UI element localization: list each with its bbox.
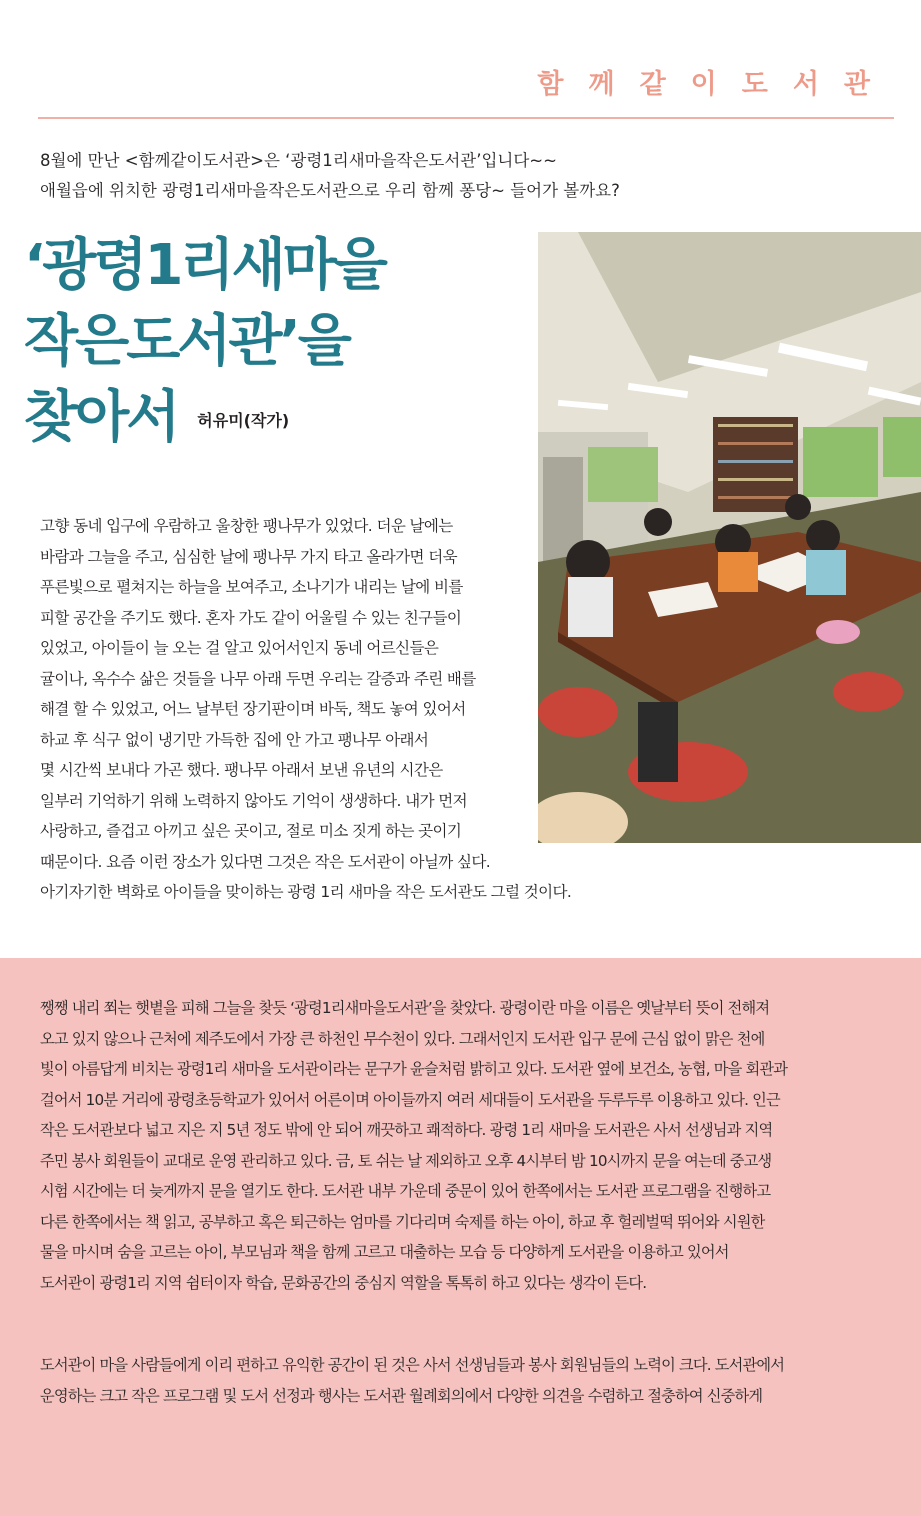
text-line: 하교 후 식구 없이 냉기만 가득한 집에 안 가고 팽나무 아래서 — [40, 730, 429, 749]
intro-line: 애월읍에 위치한 광령1리새마을작은도서관으로 우리 함께 퐁당~ 들어가 볼까요? — [40, 181, 620, 200]
text-line: 아기자기한 벽화로 아이들을 맞이하는 광령 1리 새마을 작은 도서관도 그럴 것이다. — [40, 883, 572, 901]
text-line: 도서관이 마을 사람들에게 이리 편하고 유익한 공간이 된 것은 사서 선생님들과 봉사 회원님들의 노력이 크다. 도서관에서 — [40, 1356, 785, 1374]
article-paragraph-2 — [40, 993, 787, 1298]
text-line: 있었고, 아이들이 늘 오는 걸 알고 있어서인지 동네 어르신들은 — [40, 639, 439, 657]
text-line: 귤이나, 옥수수 삶은 것들을 나무 아래 두면 우리는 갈증과 주린 배를 — [40, 669, 476, 688]
author-byline: 허유미(작가) — [197, 411, 290, 430]
library-photo-icon — [538, 232, 921, 843]
text-line: 운영하는 크고 작은 프로그램 및 도서 선정과 행사는 도서관 월례회의에서 다양한 의견을 수렴하고 절충하여 신중하게 — [40, 1386, 763, 1405]
section-title: 함께같이도서관 — [537, 69, 895, 100]
intro-line: 8월에 만난 <함께같이도서관>은 ‘광령1리새마을작은도서관’입니다~~ — [40, 151, 557, 170]
text-line: 시험 시간에는 더 늦게까지 문을 열기도 한다. 도서관 내부 가운데 중문이 있어 한쪽에서는 도서관 프로그램을 진행하고 — [40, 1182, 771, 1200]
text-line: 쨍쨍 내리 쬐는 햇볕을 피해 그늘을 찾듯 ‘광령1리새마을도서관’을 찾았다. 광령이란 마을 이름은 옛날부터 뜻이 전해져 — [40, 999, 770, 1017]
text-line: 주민 봉사 회원들이 교대로 운영 관리하고 있다. 금, 토 쉬는 날 제외하고 오후 4시부터 밤 10시까지 문을 여는데 중고생 — [40, 1151, 772, 1170]
text-line: 바람과 그늘을 주고, 심심한 날에 팽나무 가지 타고 올라가면 더욱 — [40, 547, 457, 566]
text-line: 일부러 기억하기 위해 노력하지 않아도 기억이 생생하다. 내가 먼저 — [40, 791, 468, 810]
text-line: 도서관이 광령1리 지역 쉼터이자 학습, 문화공간의 중심지 역할을 톡톡히 하고 있다는 생각이 든다. — [40, 1273, 647, 1292]
library-photo — [538, 232, 921, 843]
text-line: 해결 할 수 있었고, 어느 날부턴 장기판이며 바둑, 책도 놓여 있어서 — [40, 700, 466, 718]
text-line: 때문이다. 요즘 이런 장소가 있다면 그것은 작은 도서관이 아닐까 싶다. — [40, 852, 491, 871]
intro-text — [40, 146, 620, 206]
headline-line-2: 작은도서관’을 — [24, 309, 349, 374]
text-line: 빛이 아름답게 비치는 광령1리 새마을 도서관이라는 문구가 윤슬처럼 밝히고 있다. 도서관 옆에 보건소, 농협, 마을 회관과 — [40, 1060, 788, 1078]
text-line: 푸른빛으로 펼쳐지는 하늘을 보여주고, 소나기가 내리는 날에 비를 — [40, 578, 463, 596]
headline-line-3: 찾아서 — [24, 385, 178, 450]
text-line: 걸어서 10분 거리에 광령초등학교가 있어서 어른이며 아이들까지 여러 세대들이 도서관을 두루두루 이용하고 있다. 인근 — [40, 1090, 780, 1109]
text-line: 사랑하고, 즐겁고 아끼고 싶은 곳이고, 절로 미소 짓게 하는 곳이기 — [40, 822, 462, 840]
text-line: 물을 마시며 숨을 고르는 아이, 부모님과 책을 함께 고르고 대출하는 모습 등 다양하게 도서관을 이용하고 있어서 — [40, 1243, 729, 1261]
text-line: 고향 동네 입구에 우람하고 울창한 팽나무가 있었다. 더운 날에는 — [40, 517, 453, 535]
article-headline — [24, 228, 524, 459]
text-line: 작은 도서관보다 넓고 지은 지 5년 정도 밖에 안 되어 깨끗하고 쾌적하다. 광령 1리 새마을 도서관은 사서 선생님과 지역 — [40, 1121, 773, 1139]
text-line: 몇 시간씩 보내다 가곤 했다. 팽나무 아래서 보낸 유년의 시간은 — [40, 761, 443, 779]
article-paragraph-1 — [40, 511, 571, 908]
text-line: 다른 한쪽에서는 책 읽고, 공부하고 혹은 퇴근하는 엄마를 기다리며 숙제를 하는 아이, 하교 후 헐레벌떡 뛰어와 시원한 — [40, 1212, 765, 1231]
header-divider — [38, 117, 894, 119]
text-line: 오고 있지 않으나 근처에 제주도에서 가장 큰 하천인 무수천이 있다. 그래서인지 도서관 입구 문에 근심 없이 맑은 천에 — [40, 1029, 765, 1048]
article-paragraph-3 — [40, 1350, 784, 1411]
headline-line-1: ‘광령1리새마을 — [24, 233, 385, 298]
text-line: 피할 공간을 주기도 했다. 혼자 가도 같이 어울릴 수 있는 친구들이 — [40, 608, 462, 627]
